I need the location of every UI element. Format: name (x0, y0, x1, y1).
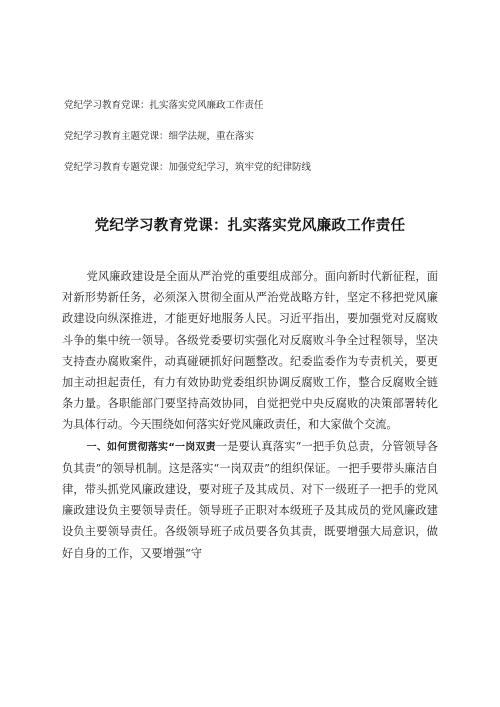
article-paragraph: 党风廉政建设是全面从严治党的重要组成部分。面向新时代新征程，面对新形势新任务，必须深入贯彻全面从严治党战略方针，坚定不移把党风廉政建设向纵深推进，才能更好地服务人民。习近平指出，要加强党对反腐败斗争的集中统一领导。各级党委要切实强化对反腐败斗争全过程领导，坚决支持查办腐败案件，动真碰硬抓好问题整改。纪委监委作为专责机关，要更加主动担起责任，有力有效协助党委组织协调反腐败工作，整合反腐败全链条力量。各职能部门要坚持高效协同，自觉把党中央反腐败的决策部署转化为具体行动。今天围绕如何落实好党风廉政责任，和大家做个交流。 (62, 270, 438, 432)
article-paragraph (62, 436, 438, 564)
section-text: 一是要认真落实“一把手负总责，分管领导各负其责”的领导机制。这是落实“一岗双责”的组织保证。一把手要带头廉洁自律，带头抓党风廉政建设，要对班子及其成员、对下一级班子一把手的党风廉政建设负主要领导责任。领导班子正职对本级班子及其成员的党风廉政建设负主要领导责任。各级领导班子成员要各负其责，既要增强大局意识，做好自身的工作，又要增强“守 (62, 439, 438, 560)
toc-item: 党纪学习教育党课：扎实落实党风廉政工作责任 (64, 100, 264, 111)
section-heading: 一、如何贯彻落实“一岗双责 (86, 441, 216, 453)
article-body (62, 266, 438, 564)
article-title: 党纪学习教育党课：扎实落实党风廉政工作责任 (94, 218, 406, 234)
toc-item: 党纪学习教育专题党课：加强党纪学习，筑牢党的纪律防线 (64, 162, 312, 173)
toc-item: 党纪学习教育主题党课：细学法规，重在落实 (64, 131, 255, 142)
document-toc (64, 99, 444, 192)
